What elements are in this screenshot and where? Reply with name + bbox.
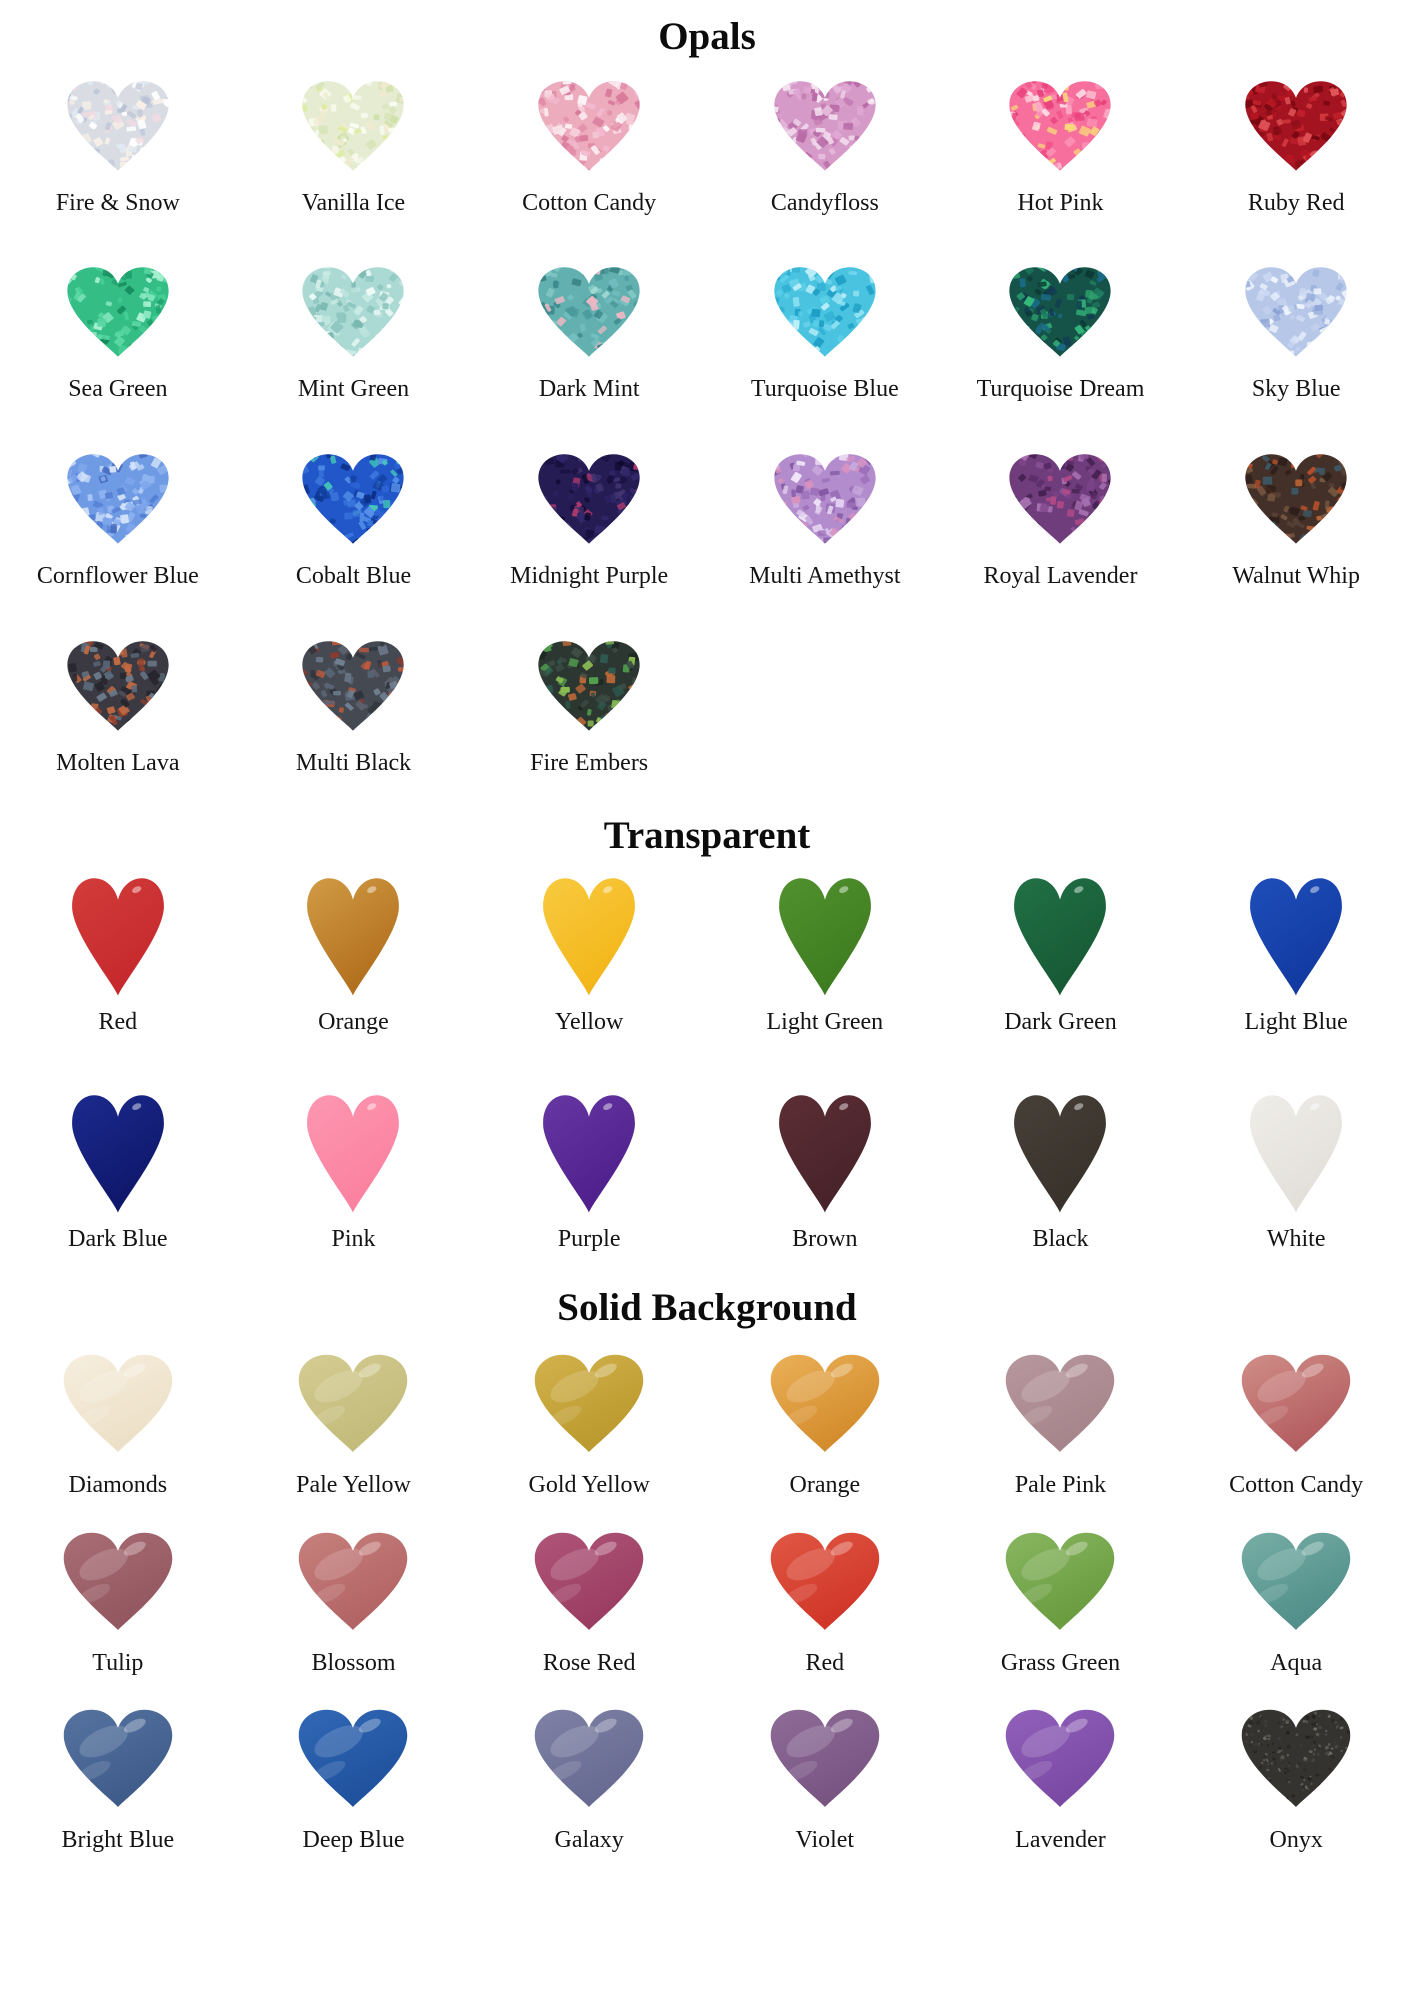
swatch-blossom (293, 1526, 413, 1678)
swatch-label: Ruby Red (1247, 189, 1345, 216)
swatch-label: Pale Yellow (296, 1472, 411, 1499)
midnight-purple-heart-icon (533, 448, 645, 552)
vanilla-ice-heart-icon (297, 75, 409, 179)
swatch-label: Walnut Whip (1232, 563, 1360, 590)
swatch-galaxy (529, 1703, 649, 1855)
cobalt-blue-heart-icon (297, 448, 409, 552)
swatch-dark-blue (66, 1089, 170, 1254)
swatch-grid (0, 75, 1414, 777)
swatch-onyx (1236, 1703, 1356, 1855)
swatch-label: Royal Lavender (983, 563, 1138, 590)
swatch-label: Sky Blue (1251, 376, 1341, 403)
swatch-black (1008, 1089, 1112, 1254)
swatch-label: Violet (795, 1827, 855, 1854)
swatch-label: Multi Amethyst (749, 563, 901, 590)
pale-yellow-heart-icon (293, 1348, 413, 1461)
swatch-label: Candyfloss (770, 189, 879, 216)
swatch-candyfloss (769, 75, 881, 218)
section-title-opals: Opals (658, 15, 756, 58)
ruby-red-heart-icon (1240, 75, 1352, 179)
swatch-vanilla-ice (297, 75, 409, 218)
swatch-pale-yellow (293, 1348, 413, 1500)
swatch-sky-blue (1240, 261, 1352, 404)
swatch-label: Cotton Candy (1229, 1472, 1364, 1499)
swatch-pink (301, 1089, 405, 1254)
swatch-label: Red (98, 1009, 138, 1036)
swatch-grid (0, 1348, 1414, 1855)
swatch-diamonds (58, 1348, 178, 1500)
swatch-dark-green (1004, 872, 1117, 1037)
sky-blue-heart-icon (1240, 261, 1352, 365)
swatch-cornflower-blue (37, 448, 199, 591)
swatch-label: Turquoise Dream (976, 376, 1145, 403)
diamonds-heart-icon (58, 1348, 178, 1461)
light-blue-heart-icon (1244, 872, 1348, 998)
swatch-label: Aqua (1270, 1649, 1323, 1676)
swatch-cobalt-blue (296, 448, 411, 591)
aqua-heart-icon (1236, 1526, 1356, 1639)
swatch-label: Gold Yellow (528, 1472, 650, 1499)
swatch-deep-blue (293, 1703, 413, 1855)
swatch-multi-amethyst (749, 448, 900, 591)
turquoise-dream-heart-icon (1004, 261, 1116, 365)
turquoise-blue-heart-icon (769, 261, 881, 365)
swatch-label: Cobalt Blue (295, 563, 412, 590)
swatch-label: Red (805, 1649, 845, 1676)
swatch-label: Grass Green (1000, 1649, 1121, 1676)
swatch-grid (0, 872, 1414, 1253)
swatch-violet (765, 1703, 885, 1855)
swatch-label: Turquoise Blue (750, 376, 899, 403)
cornflower-blue-heart-icon (62, 448, 174, 552)
swatch-cotton-candy (1229, 1348, 1363, 1500)
section-transparent (0, 815, 1414, 1253)
gold-yellow-heart-icon (529, 1348, 649, 1461)
swatch-turquoise-dream (977, 261, 1145, 404)
swatch-fire-embers (530, 635, 648, 778)
swatch-label: Molten Lava (56, 749, 180, 776)
swatch-dark-mint (533, 261, 645, 404)
fire-snow-heart-icon (62, 75, 174, 179)
swatch-rose-red (529, 1526, 649, 1678)
swatch-label: Galaxy (554, 1827, 624, 1854)
swatch-label: Cotton Candy (522, 189, 657, 216)
swatch-midnight-purple (510, 448, 668, 591)
swatch-label: Dark Blue (68, 1225, 168, 1252)
orange-heart-icon (301, 872, 405, 998)
brown-heart-icon (773, 1089, 877, 1215)
violet-heart-icon (765, 1703, 885, 1816)
swatch-label: Lavender (1015, 1827, 1106, 1854)
onyx-heart-icon (1236, 1703, 1356, 1816)
swatch-purple (537, 1089, 641, 1254)
swatch-label: Hot Pink (1017, 189, 1104, 216)
swatch-label: Black (1032, 1225, 1089, 1252)
swatch-label: Pale Pink (1014, 1472, 1107, 1499)
swatch-turquoise-blue (751, 261, 899, 404)
swatch-label: Rose Red (542, 1649, 636, 1676)
swatch-label: Midnight Purple (510, 563, 669, 590)
sea-green-heart-icon (62, 261, 174, 365)
swatch-label: Pink (331, 1225, 376, 1252)
swatch-light-blue (1244, 872, 1348, 1037)
swatch-red (765, 1526, 885, 1678)
yellow-heart-icon (537, 872, 641, 998)
multi-black-heart-icon (297, 635, 409, 739)
candyfloss-heart-icon (769, 75, 881, 179)
grass-green-heart-icon (1000, 1526, 1120, 1639)
white-heart-icon (1244, 1089, 1348, 1215)
swatch-aqua (1236, 1526, 1356, 1678)
swatch-label: Deep Blue (302, 1827, 405, 1854)
swatch-cotton-candy (522, 75, 656, 218)
section-solid-background (0, 1287, 1414, 1855)
cotton-candy-heart-icon (1236, 1348, 1356, 1461)
hot-pink-heart-icon (1004, 75, 1116, 179)
swatch-hot-pink (1004, 75, 1116, 218)
swatch-label: White (1266, 1225, 1326, 1252)
swatch-label: Cornflower Blue (36, 563, 199, 590)
bright-blue-heart-icon (58, 1703, 178, 1816)
galaxy-heart-icon (529, 1703, 649, 1816)
swatch-ruby-red (1240, 75, 1352, 218)
swatch-molten-lava (56, 635, 179, 778)
section-opals (0, 16, 1414, 777)
swatch-label: Mint Green (297, 376, 410, 403)
cotton-candy-heart-icon (533, 75, 645, 179)
blossom-heart-icon (293, 1526, 413, 1639)
swatch-label: Multi Black (295, 749, 412, 776)
swatch-label: Fire Embers (530, 749, 649, 776)
fire-embers-heart-icon (533, 635, 645, 739)
section-title-transparent: Transparent (603, 814, 811, 858)
pink-heart-icon (301, 1089, 405, 1215)
swatch-label: Yellow (555, 1009, 624, 1036)
swatch-royal-lavender (984, 448, 1138, 591)
swatch-bright-blue (58, 1703, 178, 1855)
dark-blue-heart-icon (66, 1089, 170, 1215)
swatch-label: Sea Green (68, 376, 168, 403)
swatch-label: Orange (318, 1009, 389, 1036)
swatch-label: Blossom (311, 1649, 396, 1676)
swatch-label: Light Green (766, 1009, 884, 1036)
purple-heart-icon (537, 1089, 641, 1215)
swatch-label: Diamonds (68, 1472, 168, 1499)
swatch-sea-green (62, 261, 174, 404)
light-green-heart-icon (773, 872, 877, 998)
tulip-heart-icon (58, 1526, 178, 1639)
swatch-label: Brown (792, 1225, 858, 1252)
swatch-label: Dark Mint (538, 376, 640, 403)
multi-amethyst-heart-icon (769, 448, 881, 552)
section-title-solid-background: Solid Background (557, 1286, 857, 1330)
swatch-lavender (1000, 1703, 1120, 1855)
lavender-heart-icon (1000, 1703, 1120, 1816)
red-heart-icon (66, 872, 170, 998)
swatch-label: Vanilla Ice (301, 189, 406, 216)
dark-green-heart-icon (1008, 872, 1112, 998)
orange-heart-icon (765, 1348, 885, 1461)
swatch-fire-snow (56, 75, 180, 218)
swatch-gold-yellow (528, 1348, 649, 1500)
swatch-brown (773, 1089, 877, 1254)
swatch-label: Orange (789, 1472, 861, 1499)
swatch-multi-black (296, 635, 411, 778)
swatch-label: Dark Green (1004, 1009, 1117, 1036)
dark-mint-heart-icon (533, 261, 645, 365)
swatch-red (66, 872, 170, 1037)
red-heart-icon (765, 1526, 885, 1639)
deep-blue-heart-icon (293, 1703, 413, 1816)
walnut-whip-heart-icon (1240, 448, 1352, 552)
swatch-orange (765, 1348, 885, 1500)
swatch-label: Tulip (92, 1649, 144, 1676)
swatch-light-green (767, 872, 884, 1037)
swatch-yellow (537, 872, 641, 1037)
swatch-label: Onyx (1269, 1827, 1323, 1854)
rose-red-heart-icon (529, 1526, 649, 1639)
swatch-tulip (58, 1526, 178, 1678)
swatch-grass-green (1000, 1526, 1120, 1678)
swatch-orange (301, 872, 405, 1037)
swatch-mint-green (297, 261, 409, 404)
pale-pink-heart-icon (1000, 1348, 1120, 1461)
royal-lavender-heart-icon (1004, 448, 1116, 552)
swatch-label: Fire & Snow (55, 189, 180, 216)
swatch-label: Bright Blue (61, 1827, 175, 1854)
swatch-white (1244, 1089, 1348, 1254)
swatch-pale-pink (1000, 1348, 1120, 1500)
black-heart-icon (1008, 1089, 1112, 1215)
swatch-walnut-whip (1232, 448, 1360, 591)
molten-lava-heart-icon (62, 635, 174, 739)
swatch-label: Light Blue (1244, 1009, 1348, 1036)
mint-green-heart-icon (297, 261, 409, 365)
swatch-label: Purple (557, 1225, 621, 1252)
